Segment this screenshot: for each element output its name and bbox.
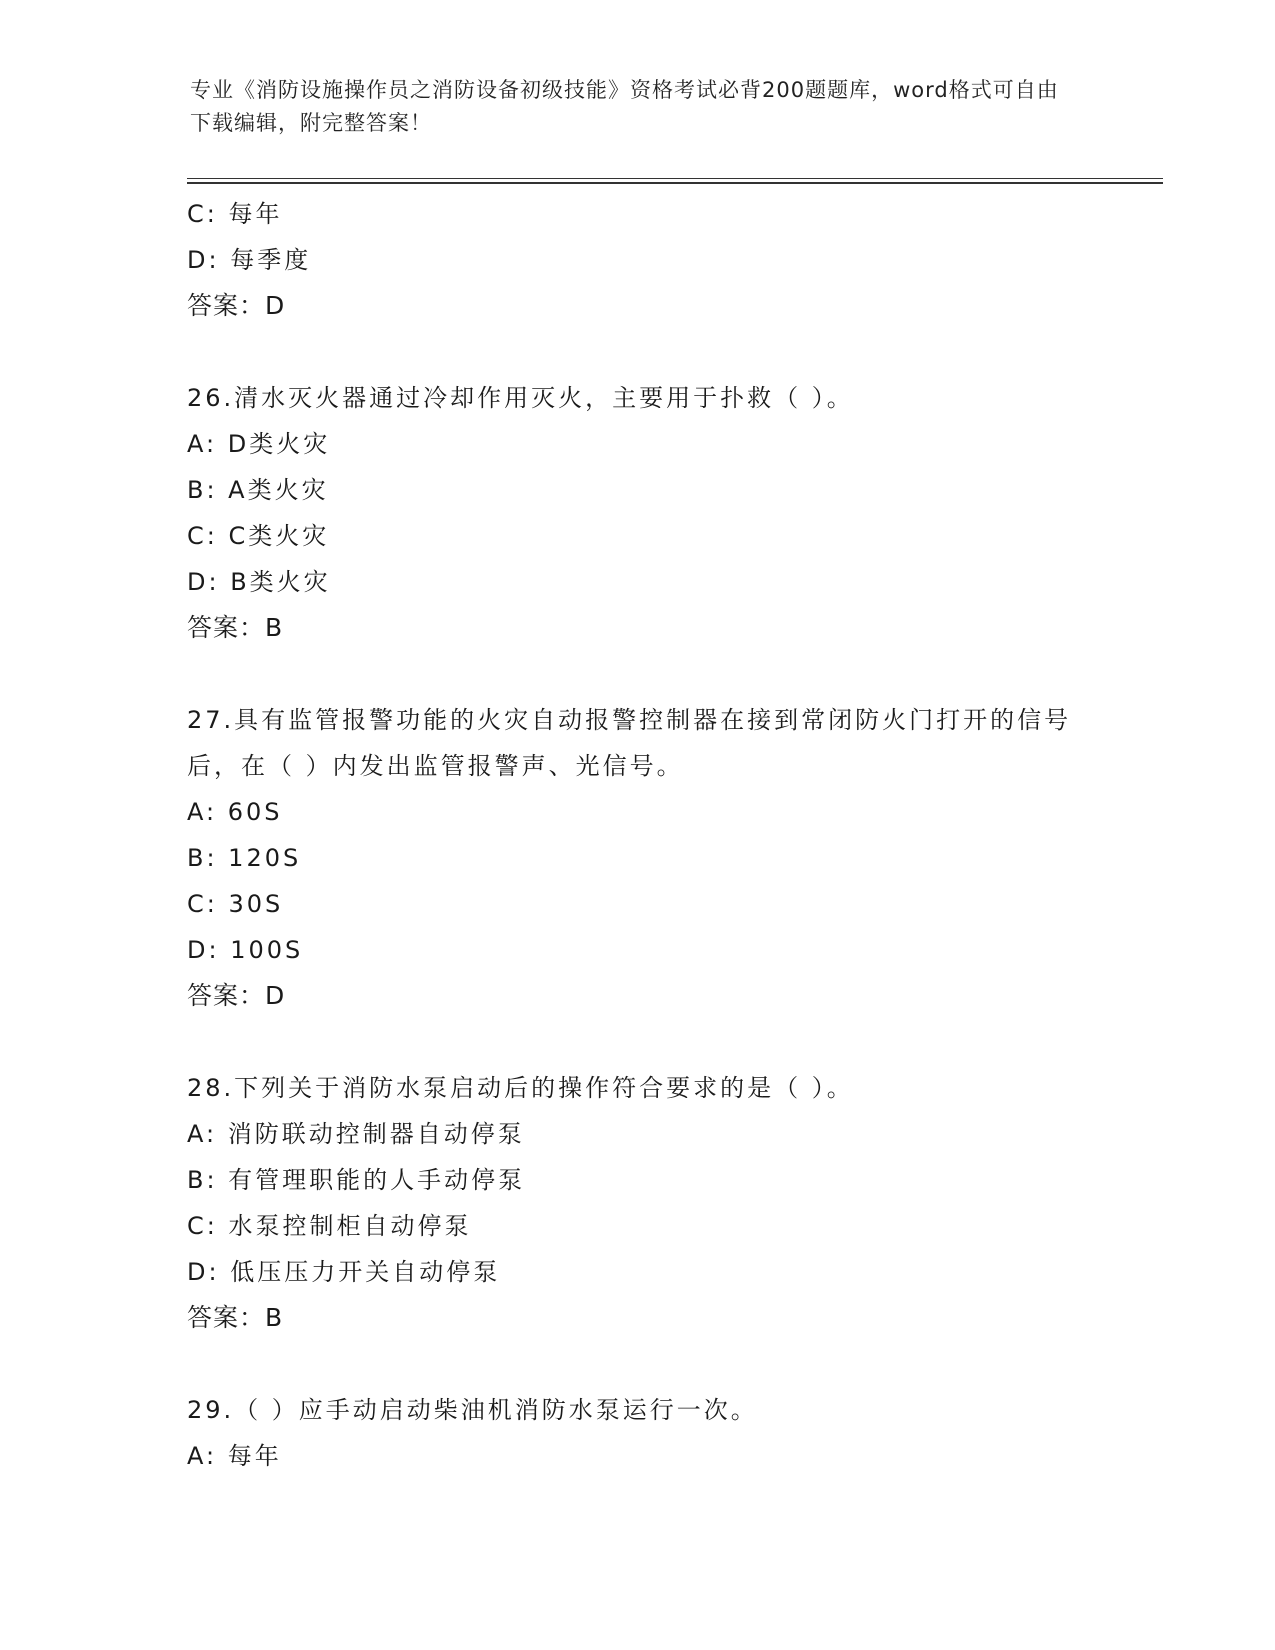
- option-d: D: 低压压力开关自动停泵: [187, 1258, 501, 1286]
- question-stem: 29.（ ）应手动启动柴油机消防水泵运行一次。: [187, 1396, 758, 1424]
- header-divider-thick: [187, 182, 1163, 184]
- option-b: B: 有管理职能的人手动停泵: [187, 1166, 526, 1194]
- question-29: [187, 1387, 1087, 1479]
- option-a: A: 60S: [187, 798, 283, 826]
- answer-line: 答案：B: [187, 1303, 284, 1332]
- option-c: C: 水泵控制柜自动停泵: [187, 1212, 472, 1240]
- question-stem: 26.清水灭火器通过冷却作用灭火，主要用于扑救（ ）。: [187, 384, 854, 412]
- question-stem: 28.下列关于消防水泵启动后的操作符合要求的是（ ）。: [187, 1074, 854, 1102]
- question-stem: 27.具有监管报警功能的火灾自动报警控制器在接到常闭防火门打开的信号后，在（ ）内发出监管报警声、光信号。: [187, 706, 1072, 780]
- option-d: D: B类火灾: [187, 568, 331, 596]
- question-27: [187, 697, 1087, 1019]
- spacer: [187, 1019, 1087, 1065]
- option-a: A: 消防联动控制器自动停泵: [187, 1120, 525, 1148]
- answer-line: 答案：B: [187, 613, 284, 642]
- answer-line: 答案：D: [187, 291, 286, 320]
- question-content: [187, 191, 1087, 1479]
- spacer: [187, 651, 1087, 697]
- question-28: [187, 1065, 1087, 1341]
- spacer: [187, 1341, 1087, 1387]
- option-d: D: 100S: [187, 936, 304, 964]
- question-25-continuation: [187, 191, 1087, 329]
- option-c: C: 每年: [187, 200, 283, 228]
- spacer: [187, 329, 1087, 375]
- option-a: A: D类火灾: [187, 430, 331, 458]
- question-26: [187, 375, 1087, 651]
- option-b: B: A类火灾: [187, 476, 329, 504]
- option-d: D: 每季度: [187, 246, 312, 274]
- answer-line: 答案：D: [187, 981, 286, 1010]
- option-b: B: 120S: [187, 844, 302, 872]
- page-header: 专业《消防设施操作员之消防设备初级技能》资格考试必背200题题库，word格式可自由下载编辑，附完整答案！: [190, 78, 1059, 135]
- option-c: C: C类火灾: [187, 522, 330, 550]
- option-c: C: 30S: [187, 890, 284, 918]
- option-a: A: 每年: [187, 1442, 282, 1470]
- header-divider-thin: [187, 178, 1163, 179]
